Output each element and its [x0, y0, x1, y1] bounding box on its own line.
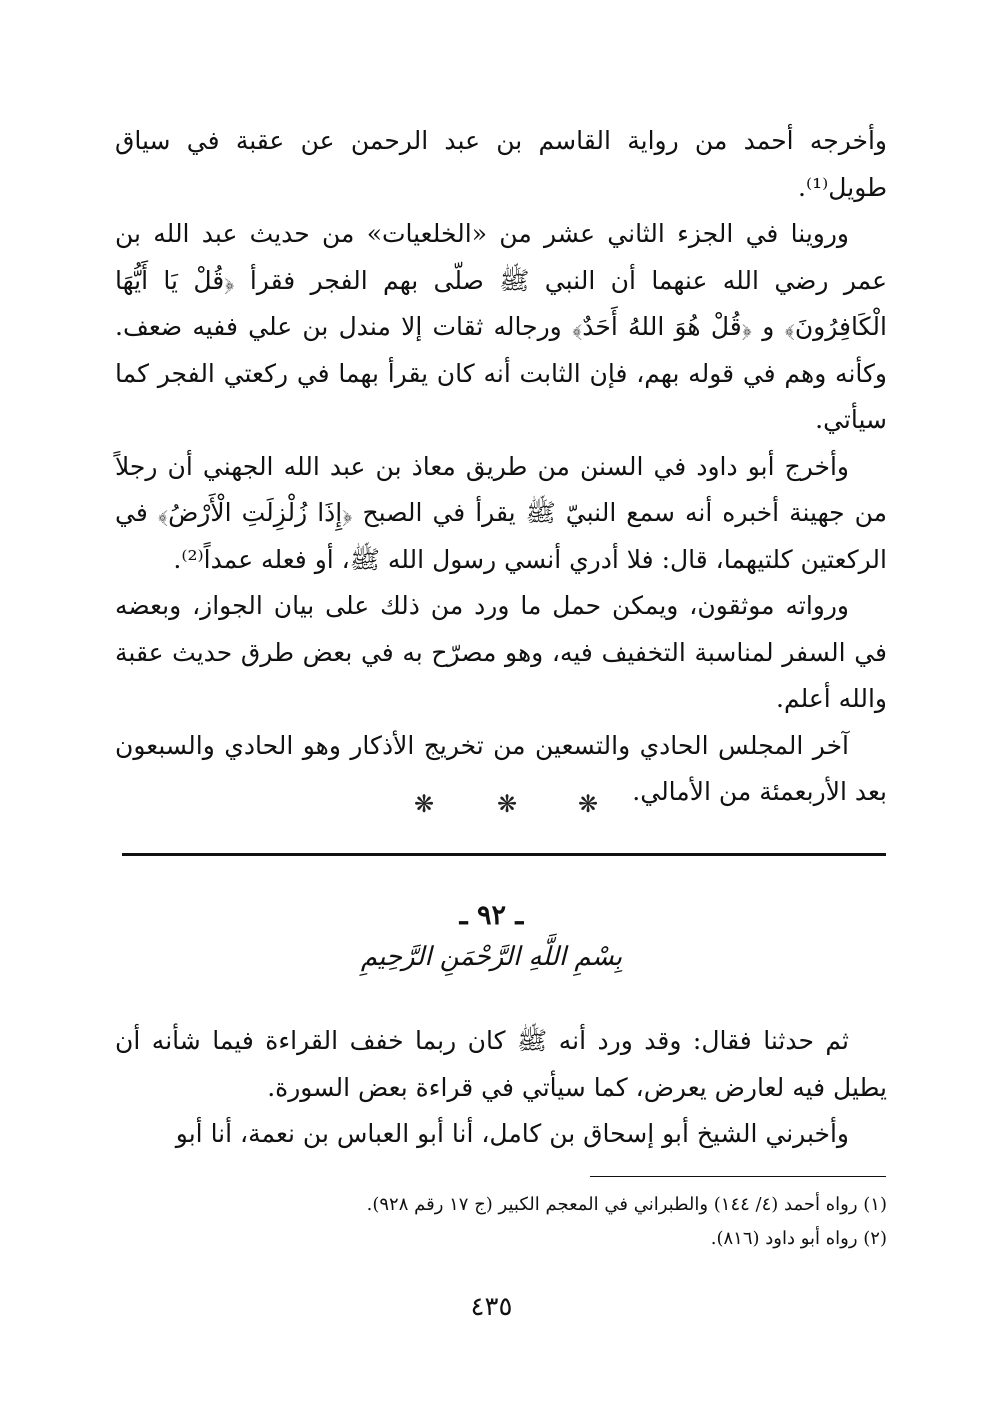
paragraph-4: ورواته موثقون، ويمكن حمل ما ورد من ذلك على بيان الجواز، وبعضه في السفر لمناسبة التخفيف فيه، وهو مصرّح به في بعض طرق حديث عقبة والله أعلم. — [115, 591, 887, 713]
star-icon: ❋ — [497, 790, 518, 818]
paragraph-3: وأخرج أبو داود في السنن من طريق معاذ بن عبد الله الجهني أن رجلاً من جهينة أخبره أنه سمع النبيّ ﷺ يقرأ في الصبح ﴿إِذَا زُلْزِلَتِ الْأَرْضُ﴾ في الركعتين كلتيهما، قال: فلا أدري أنسي رسول الله ﷺ، أو فعله عمداً⁽²⁾. — [115, 451, 887, 574]
page-number: ٤٣٥ — [470, 1292, 513, 1322]
footnotes — [115, 1188, 887, 1256]
footnote-divider-rule — [590, 1176, 886, 1177]
session-number: ـ ٩٢ ـ — [459, 900, 524, 931]
basmala-heading: بِسْمِ اللَّهِ الرَّحْمَنِ الرَّحِيمِ — [360, 942, 623, 972]
paragraph-7: وأخبرني الشيخ أبو إسحاق بن كامل، أنا أبو العباس بن نعمة، أنا أبو — [175, 1119, 849, 1148]
paragraph-5: آخر المجلس الحادي والتسعين من تخريج الأذكار وهو الحادي والسبعون بعد الأربعمئة من الأمالي. — [115, 730, 887, 806]
paragraph-2: وروينا في الجزء الثاني عشر من «الخلعيات» من حديث عبد الله بن عمر رضي الله عنهما أن النبي ﷺ صلّى بهم الفجر فقرأ ﴿قُلْ يَا أَيُّهَا الْكَافِرُونَ﴾ و ﴿قُلْ هُوَ اللهُ أَحَدٌ﴾ ورجاله ثقات إلا مندل بن علي ففيه ضعف. وكأنه وهم في قوله بهم، فإن الثابت أنه كان يقرأ بهما في ركعتي الفجر كما سيأتي. — [115, 219, 887, 434]
star-icon: ❋ — [414, 790, 435, 818]
main-text-bottom — [115, 1018, 887, 1158]
star-icon: ❋ — [578, 790, 599, 818]
paragraph-6: ثم حدثنا فقال: وقد ورد أنه ﷺ كان ربما خفف القراءة فيما شأنه أن يطيل فيه لعارض يعرض، كما سيأتي في قراءة بعض السورة. — [115, 1026, 887, 1102]
main-text-top — [115, 118, 887, 816]
paragraph-1: وأخرجه أحمد من رواية القاسم بن عبد الرحمن عن عقبة في سياق طويل⁽¹⁾. — [115, 126, 887, 202]
section-divider-rule — [122, 853, 886, 856]
footnote-1: (١) رواه أحمد (٤/ ١٤٤) والطبراني في المعجم الكبير (ج ١٧ رقم ٩٢٨). — [366, 1194, 887, 1215]
footnote-2: (٢) رواه أبو داود (٨١٦). — [710, 1228, 887, 1249]
section-separator — [0, 790, 983, 830]
